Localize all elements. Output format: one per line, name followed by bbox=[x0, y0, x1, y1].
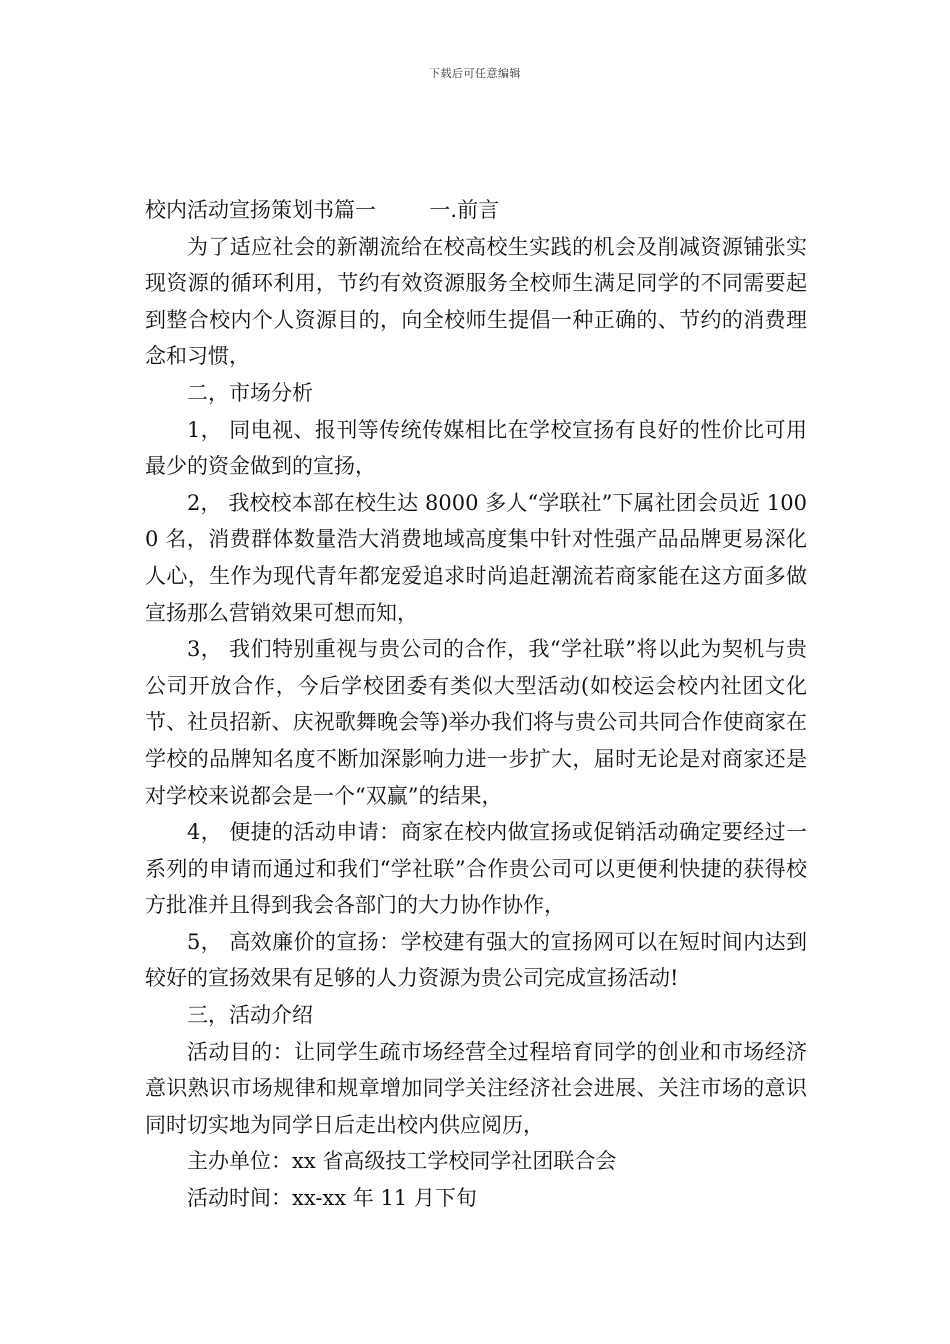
paragraph-organizer: 主办单位：xx 省高级技工学校同学社团联合会 bbox=[187, 1149, 617, 1174]
paragraph-point-5: 5， 高效廉价的宣扬：学校建有强大的宣扬网可以在短时间内达到较好的宣扬效果有足够的人力资源为贵公司完成宣扬活动! bbox=[145, 929, 807, 991]
paragraph-point-4: 4， 便捷的活动申请：商家在校内做宣扬或促销活动确定要经过一系列的申请而通过和我们“学社联”合作贵公司可以更便利快捷的获得校方批准并且得到我会各部门的大力协作协作， bbox=[145, 820, 807, 918]
paragraph-intro: 为了适应社会的新潮流给在校高校生实践的机会及削减资源铺张实现资源的循环利用，节约有效资源服务全校师生满足同学的不同需要起到整合校内个人资源目的，向全校师生提倡一种正确的、节约的消费理念和习惯， bbox=[145, 234, 807, 369]
document-body bbox=[145, 192, 807, 1217]
page-header-note: 下载后可任意编辑 bbox=[429, 67, 521, 80]
paragraph-point-1: 1， 同电视、报刊等传统传媒相比在学校宣扬有良好的性价比可用最少的资金做到的宣扬， bbox=[145, 417, 807, 479]
paragraph-activity-purpose: 活动目的：让同学生疏市场经营全过程培育同学的创业和市场经济意识熟识市场规律和规章增加同学关注经济社会进展、关注市场的意识同时切实地为同学日后走出校内供应阅历， bbox=[145, 1039, 807, 1137]
paragraph-point-2: 2， 我校校本部在校生达 8000 多人“学联社”下属社团会员近 1000 名，消费群体数量浩大消费地域高度集中针对性强产品品牌更易深化人心，生作为现代青年都宠爱追求时尚追赶潮流若商家能在这方面多做宣扬那么营销效果可想而知， bbox=[145, 490, 807, 625]
paragraph-activity-time: 活动时间：xx-xx 年 11 月下旬 bbox=[187, 1186, 477, 1211]
paragraph-point-3: 3， 我们特别重视与贵公司的合作，我“学社联”将以此为契机与贵公司开放合作，今后学校团委有类似大型活动(如校运会校内社团文化节、社员招新、庆祝歌舞晚会等)举办我们将与贵公司共同合作使商家在学校的品牌知名度不断加深影响力进一步扩大，届时无论是对商家还是对学校来说都会是一个“双赢”的结果， bbox=[145, 637, 807, 808]
document-title: 校内活动宣扬策划书篇一 一.前言 bbox=[145, 198, 500, 222]
section-heading-activity-intro: 三，活动介绍 bbox=[187, 1003, 313, 1028]
section-heading-market-analysis: 二，市场分析 bbox=[187, 380, 313, 405]
